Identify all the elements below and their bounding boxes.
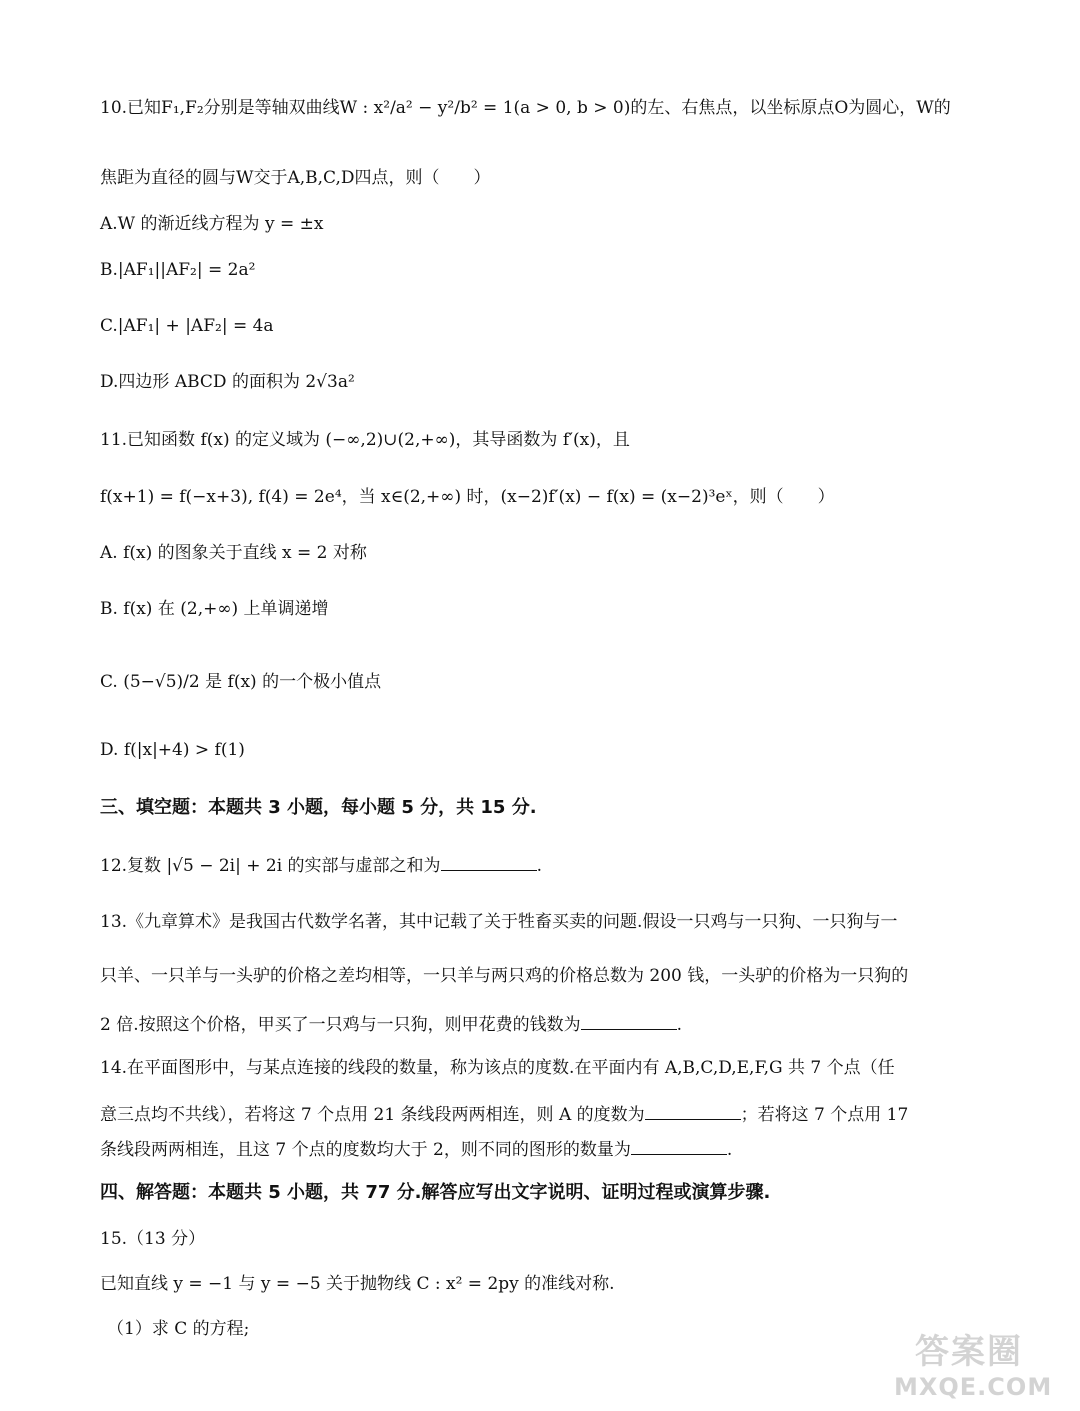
watermark-logo [894,1324,1053,1401]
q10-option-a: A.W 的渐近线方程为 y = ±x [100,214,324,234]
q13-end: . [676,1015,683,1035]
q10-line-2: 焦距为直径的圆与W交于A,B,C,D四点，则（ ） [100,168,491,188]
q13-answer-blank[interactable] [581,1011,677,1030]
watermark-bottom-text: MXQE.COM [894,1373,1053,1401]
q11-option-a: A. f(x) 的图象关于直线 x = 2 对称 [100,543,367,563]
q10-line-1: 10.已知F₁,F₂分别是等轴双曲线W : x²/a² − y²/b² = 1(a > 0, b > 0)的左、右焦点，以坐标原点O为圆心，W的 [100,98,951,118]
q13-line-3 [100,1011,682,1037]
q14-answer-blank-2[interactable] [631,1136,727,1155]
q12-text: 12.复数 |√5 − 2i| + 2i 的实部与虚部之和为 [100,856,441,876]
q10-option-c: C.|AF₁| + |AF₂| = 4a [100,316,274,336]
q11-option-d: D. f(|x|+4) > f(1) [100,740,245,760]
q15-part-1: （1）求 C 的方程; [107,1319,250,1339]
q13-line-1: 13.《九章算术》是我国古代数学名著，其中记载了关于牲畜买卖的问题.假设一只鸡与一只狗、一只狗与一 [100,912,898,932]
section-3-title: 三、填空题：本题共 3 小题，每小题 5 分，共 15 分. [100,797,537,818]
q15-line-1: 已知直线 y = −1 与 y = −5 关于抛物线 C : x² = 2py 的准线对称. [100,1274,615,1294]
section-4-title: 四、解答题：本题共 5 小题，共 77 分.解答应写出文字说明、证明过程或演算步骤. [100,1182,771,1203]
q13-line-2: 只羊、一只羊与一头驴的价格之差均相等，一只羊与两只鸡的价格总数为 200 钱，一头驴的价格为一只狗的 [100,966,909,986]
q11-line-2: f(x+1) = f(−x+3), f(4) = 2e⁴，当 x∈(2,+∞) 时，(x−2)f′(x) − f(x) = (x−2)³eˣ，则（ ） [100,487,835,507]
q12-answer-blank[interactable] [441,852,537,871]
q11-option-b: B. f(x) 在 (2,+∞) 上单调递增 [100,599,329,619]
question-12 [100,852,542,878]
q11-option-c: C. (5−√5)/2 是 f(x) 的一个极小值点 [100,672,382,692]
q14-line-3-text: 条线段两两相连，且这 7 个点的度数均大于 2，则不同的图形的数量为 [100,1140,631,1160]
q12-end: . [536,856,542,876]
q14-line-1: 14.在平面图形中，与某点连接的线段的数量，称为该点的度数.在平面内有 A,B,C,D,E,F,G 共 7 个点（任 [100,1058,895,1078]
q10-option-b: B.|AF₁||AF₂| = 2a² [100,260,256,280]
q14-end: . [726,1140,733,1160]
q13-line-3-text: 2 倍.按照这个价格，甲买了一只鸡与一只狗，则甲花费的钱数为 [100,1015,581,1035]
watermark-top-text: 答案圈 [915,1332,1023,1372]
q15-header: 15.（13 分） [100,1229,206,1249]
q14-line-3 [100,1136,732,1162]
q14-line-2-text-a: 意三点均不共线），若将这 7 个点用 21 条线段两两相连，则 A 的度数为 [100,1105,645,1125]
q10-option-d: D.四边形 ABCD 的面积为 2√3a² [100,372,355,392]
q11-line-1: 11.已知函数 f(x) 的定义域为 (−∞,2)∪(2,+∞)，其导函数为 f′(x)，且 [100,430,630,450]
q14-line-2 [100,1101,908,1127]
q14-line-2-text-b: ；若将这 7 个点用 17 [740,1105,909,1125]
q14-answer-blank-1[interactable] [645,1101,741,1120]
